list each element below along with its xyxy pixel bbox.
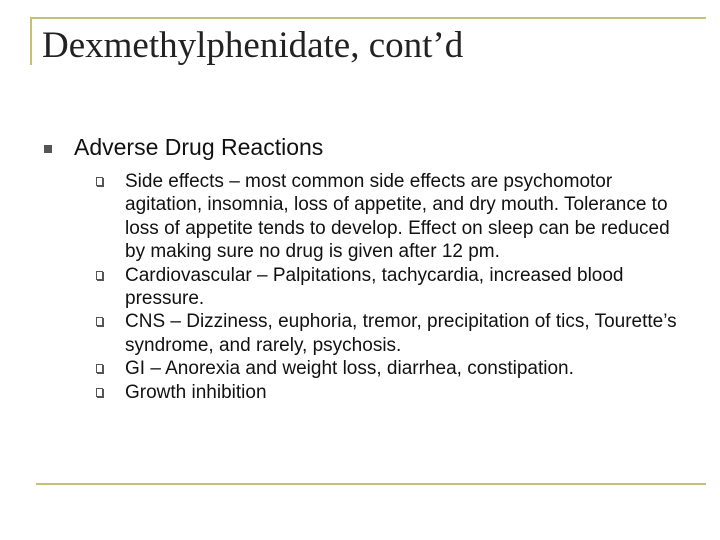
- box-bullet-icon: [96, 388, 103, 397]
- top-accent-line: [30, 17, 706, 19]
- list-item-text: Side effects – most common side effects are psychomotor agitation, insomnia, loss of appetite, and dry mouth. Tolerance to loss of appetite tends to develop. Effect on sleep can be reduced by making sure no drug is given after 12 pm.: [125, 171, 670, 263]
- bottom-accent-line: [36, 483, 706, 485]
- box-bullet-icon: [96, 271, 103, 280]
- square-bullet-icon: [44, 145, 52, 153]
- left-accent-line: [30, 17, 32, 65]
- slide-title: Dexmethylphenidate, cont’d: [42, 25, 464, 66]
- list-item: [96, 357, 686, 380]
- list-item: [96, 310, 686, 357]
- list-item-text: CNS – Dizziness, euphoria, tremor, precipitation of tics, Tourette’s syndrome, and rarely, psychosis.: [125, 311, 677, 356]
- box-bullet-icon: [96, 317, 103, 326]
- list-item-text: Cardiovascular – Palpitations, tachycardia, increased blood pressure.: [125, 264, 624, 310]
- box-bullet-icon: [96, 364, 103, 373]
- box-bullet-icon: [96, 177, 103, 186]
- adverse-reactions-list: [96, 170, 686, 404]
- section-heading: Adverse Drug Reactions: [74, 134, 324, 160]
- list-item: [96, 170, 686, 264]
- bullet-level1: [44, 133, 684, 161]
- list-item: [96, 381, 686, 404]
- list-item-text: Growth inhibition: [125, 381, 267, 403]
- list-item-text: GI – Anorexia and weight loss, diarrhea, constipation.: [125, 358, 574, 380]
- list-item: [96, 264, 686, 311]
